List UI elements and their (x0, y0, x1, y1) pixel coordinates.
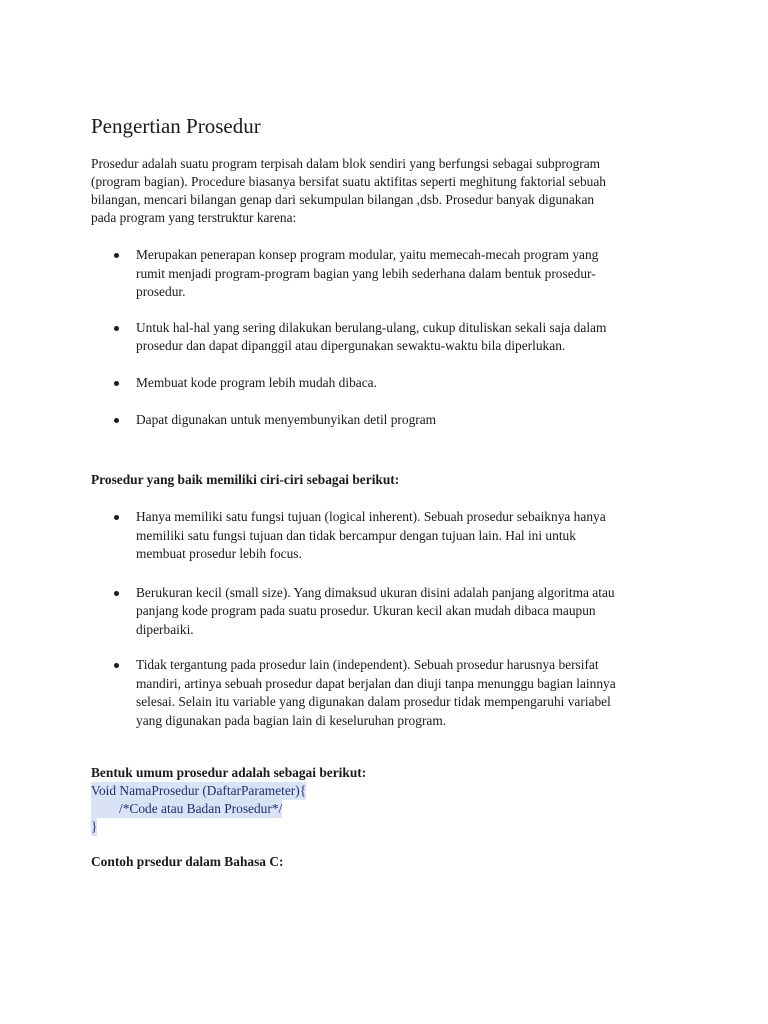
text-line: (program bagian). Procedure biasanya bersifat suatu aktifitas seperti meghitung faktorial sebuah (91, 174, 606, 189)
list-item (0, 246, 676, 302)
text-line: Untuk hal-hal yang sering dilakukan berulang-ulang, cukup dituliskan sekali saja dalam (136, 319, 607, 335)
list-item (0, 656, 676, 730)
text-line: Dapat digunakan untuk menyembunyikan detil program (136, 412, 437, 427)
bullet-icon (114, 663, 119, 668)
text-line: diperbaiki. (136, 621, 194, 637)
text-line: Hanya memiliki satu fungsi tujuan (logical inherent). Sebuah prosedur sebaiknya hanya (136, 509, 606, 524)
intro-paragraph (91, 155, 671, 227)
list-item (0, 411, 676, 430)
text-line: prosedur. (136, 284, 186, 299)
text-line: rumit menjadi program-program bagian yang lebih sederhana dalam bentuk prosedur- (136, 265, 596, 281)
list-item (0, 508, 676, 564)
characteristics-list (0, 508, 676, 730)
page-title: Pengertian Prosedur (91, 114, 261, 138)
text-line: prosedur dan dapat dipanggil atau dipergunakan sewaktu-waktu bila diperlukan. (136, 338, 566, 353)
bullet-icon (114, 591, 119, 596)
reasons-list (0, 246, 676, 430)
code-line: /*Code atau Badan Prosedur*/ (91, 800, 282, 818)
text-line: Tidak tergantung pada prosedur lain (independent). Sebuah prosedur harusnya bersifat (136, 657, 599, 672)
text-line: Berukuran kecil (small size). Yang dimaksud ukuran disini adalah panjang algoritma atau (136, 584, 615, 600)
section-heading-bentuk: Bentuk umum prosedur adalah sebagai berikut: (91, 765, 367, 780)
text-line: mandiri, artinya sebuah prosedur dapat berjalan dan diuji tanpa menunggu bagian lainnya (136, 675, 616, 691)
list-item (0, 374, 676, 393)
code-block (91, 782, 306, 836)
text-line: memiliki satu fungsi tujuan dan tidak bercampur dengan tujuan lain. Hal ini untuk (136, 527, 576, 543)
list-item (0, 584, 676, 640)
text-line: yang digunakan pada bagian lain di keseluruhan program. (136, 712, 447, 728)
bullet-icon (114, 418, 119, 423)
text-line: pada program yang terstruktur karena: (91, 210, 297, 225)
code-line: } (91, 819, 98, 834)
text-line: Merupakan penerapan konsep program modular, yaitu memecah-mecah program yang (136, 247, 599, 262)
bullet-icon (114, 381, 119, 386)
bullet-icon (114, 326, 119, 331)
code-line: Void NamaProsedur (DaftarParameter){ (91, 783, 307, 798)
text-line: selesai. Selain itu variable yang digunakan dalam prosedur tidak mempengaruhi variabel (136, 694, 611, 709)
text-line: membuat prosedur lebih focus. (136, 546, 302, 561)
text-line: Membuat kode program lebih mudah dibaca. (136, 374, 377, 390)
text-line: bilangan, mencari bilangan genap dari sekumpulan bilangan ,dsb. Prosedur banyak digunakan (91, 192, 595, 207)
list-item (0, 319, 676, 356)
bullet-icon (114, 515, 119, 520)
text-line: panjang kode program pada suatu prosedur. Ukuran kecil akan mudah dibaca maupun (136, 603, 596, 618)
bullet-icon (114, 253, 119, 258)
text-line: Prosedur adalah suatu program terpisah dalam blok sendiri yang berfungsi sebagai subprogram (91, 156, 601, 171)
section-heading-ciri: Prosedur yang baik memiliki ciri-ciri sebagai berikut: (91, 472, 400, 487)
section-heading-contoh: Contoh prsedur dalam Bahasa C: (91, 854, 284, 869)
